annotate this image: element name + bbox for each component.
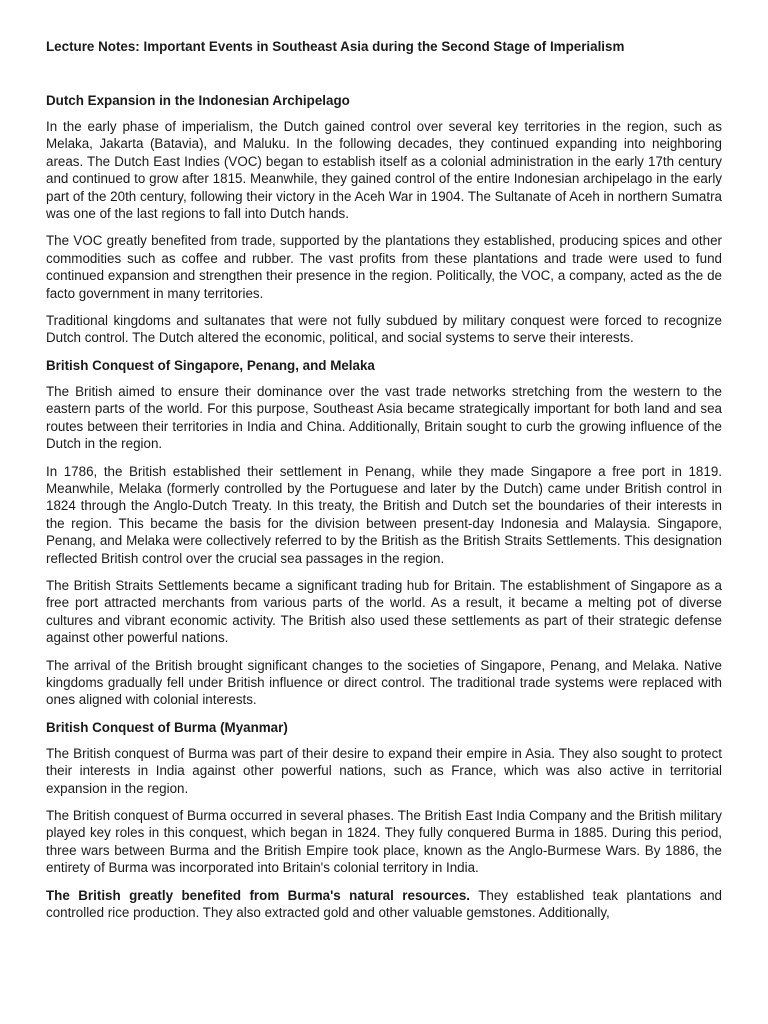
document-page [46,38,722,931]
paragraph: The British conquest of Burma occurred in several phases. The British East India Company and the British military played key roles in this conquest, which began in 1824. They fully conquered Burma in 1885. During this period, three wars between Burma and the British Empire took place, known as the Anglo-Burmese Wars. By 1886, the entirety of Burma was incorporated into Britain's colonial territory in India. [46,808,722,876]
section-heading: British Conquest of Singapore, Penang, and Melaka [46,357,375,373]
paragraph-bold-lead: The British greatly benefited from Burma's natural resources. [46,887,471,903]
paragraph: The arrival of the British brought significant changes to the societies of Singapore, Penang, and Melaka. Native kingdoms gradually fell under British influence or direct control. The traditional trade systems were replaced with ones aligned with colonial interests. [46,657,722,708]
paragraph-final [46,887,722,922]
paragraph: Traditional kingdoms and sultanates that were not fully subdued by military conquest were forced to recognize Dutch control. The Dutch altered the economic, political, and social systems to serve their interests. [46,313,722,346]
paragraph: In the early phase of imperialism, the Dutch gained control over several key territories in the region, such as Melaka, Jakarta (Batavia), and Maluku. In the following decades, they continued expanding into neighboring areas. The Dutch East Indies (VOC) began to establish itself as a colonial administration in the early 17th century and continued to grow after 1815. Meanwhile, they gained control of the entire Indonesian archipelago in the early part of the 20th century, following their victory in the Aceh War in 1904. The Sultanate of Aceh in northern Sumatra was one of the last regions to fall into Dutch hands. [46,119,722,222]
paragraph: In 1786, the British established their settlement in Penang, while they made Singapore a free port in 1819. Meanwhile, Melaka (formerly controlled by the Portuguese and later by the Dutch) came under British control in 1824 through the Anglo-Dutch Treaty. In this treaty, the British and Dutch set the boundaries of their interests in the region. This became the basis for the division between present-day Indonesia and Malaysia. Singapore, Penang, and Melaka were collectively referred to by the British as the British Straits Settlements. This designation reflected British control over the crucial sea passages in the region. [46,463,722,566]
section-british-burma [46,719,722,922]
paragraph-rest: They established teak plantations and controlled rice production. They also extracted gold and other valuable gemstones. Additionally, [46,887,723,921]
paragraph: The British conquest of Burma was part of their desire to expand their empire in Asia. They also sought to protect their interests in India against other powerful nations, such as France, which was also active in territorial expansion in the region. [46,745,722,796]
section-british-straits [46,357,722,709]
paragraph: The British aimed to ensure their dominance over the vast trade networks stretching from the western to the eastern parts of the world. For this purpose, Southeast Asia became strategically important for both land and sea routes between their territories in India and China. Additionally, Britain sought to curb the growing influence of the Dutch in the region. [46,383,722,452]
section-dutch-expansion [46,92,722,347]
paragraph: The British Straits Settlements became a significant trading hub for Britain. The establishment of Singapore as a free port attracted merchants from various parts of the world. As a result, it became a melting pot of diverse cultures and vibrant economic activity. The British also used these settlements as part of their strategic defense against other powerful nations. [46,577,722,646]
paragraph: The VOC greatly benefited from trade, supported by the plantations they established, producing spices and other commodities such as coffee and rubber. The vast profits from these plantations and trade were used to fund continued expansion and strengthen their presence in the region. Politically, the VOC, a company, acted as the de facto government in many territories. [46,233,722,301]
document-title: Lecture Notes: Important Events in Southeast Asia during the Second Stage of Imperialism [46,39,625,54]
section-heading: British Conquest of Burma (Myanmar) [46,719,288,735]
section-heading: Dutch Expansion in the Indonesian Archipelago [46,93,350,108]
